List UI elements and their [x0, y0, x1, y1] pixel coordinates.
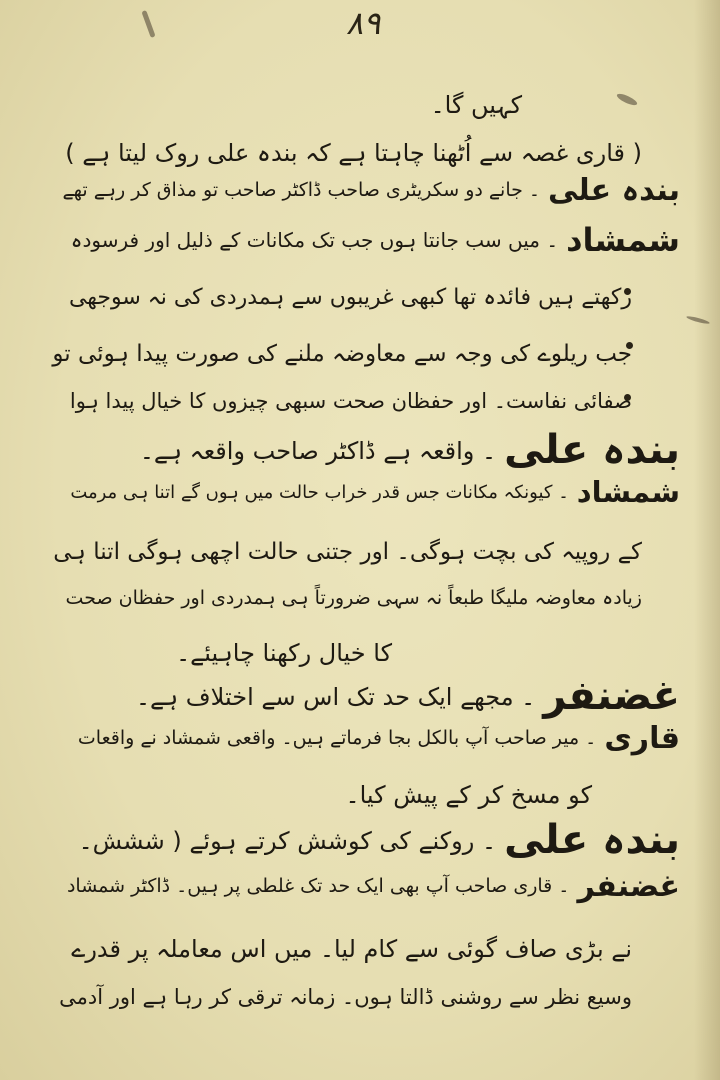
line-text: ۔ واقعہ ہے ڈاکٹر صاحب واقعہ ہے۔	[139, 437, 497, 465]
line-text: کے روپیہ کی بچت ہوگی۔ اور جتنی حالت اچھی ہوگی اتنا ہی	[53, 539, 642, 565]
line-text: صفائی نفاست۔ اور حفظان صحت سبھی چیزوں کا خیال پیدا ہوا	[69, 389, 632, 413]
line-text: رکھتے ہیں فائدہ تھا کبھی غریبوں سے ہمدردی کی نہ سوجھی	[68, 285, 632, 310]
text-line	[50, 928, 640, 968]
text-line	[50, 532, 650, 569]
text-line	[50, 774, 600, 814]
text-line	[50, 84, 530, 124]
ink-mark	[616, 92, 639, 108]
line-text: زیادہ معاوضہ ملیگا طبعاً نہ سہی ضرورتاً ہی ہمدردی اور حفظان صحت	[65, 587, 642, 609]
line-text: ۔ میں سب جانتا ہوں جب تک مکانات کے ذلیل اور فرسودہ	[70, 228, 559, 252]
text-line	[50, 980, 640, 1014]
text-line	[50, 632, 400, 672]
speaker-name: قاری	[604, 721, 680, 756]
text-line	[50, 475, 680, 509]
speaker-name: غضنفر	[543, 673, 680, 719]
speaker-name: شمشاد	[566, 221, 680, 259]
text-line	[50, 173, 680, 208]
speaker-name: غضنفر	[577, 869, 680, 904]
text-line	[50, 221, 680, 259]
speaker-name: بندہ علی	[504, 817, 680, 863]
speaker-name: بندہ علی	[548, 173, 680, 208]
speaker-name: بندہ علی	[504, 427, 680, 473]
line-text: ۔ قاری صاحب آپ بھی ایک حد تک غلطی پر ہیں۔ ڈاکٹر شمشاد	[66, 875, 570, 897]
line-text: جب ریلوے کی وجہ سے معاوضہ ملنے کی صورت پیدا ہوئی تو	[52, 341, 632, 367]
ink-mark	[141, 10, 155, 38]
text-line	[50, 334, 640, 371]
line-text: ۔ جانے دو سکریٹری صاحب ڈاکٹر صاحب تو مذاق کر رہے تھے	[62, 179, 541, 201]
line-text: نے بڑی صاف گوئی سے کام لیا۔ میں اس معاملہ پر قدرے	[71, 935, 632, 963]
line-text: ۔ کیونکہ مکانات جس قدر خراب حالت میں ہوں گے اتنا ہی مرمت	[70, 482, 569, 503]
text-line	[50, 427, 680, 473]
line-text: ۔ روکنے کی کوشش کرتے ہوئے ( ششش۔	[78, 827, 497, 855]
text-line	[50, 673, 680, 719]
speaker-name: شمشاد	[576, 475, 680, 509]
text-line	[50, 280, 640, 315]
page-edge-shadow	[694, 0, 720, 1080]
page-number: ۸۹	[346, 4, 381, 42]
line-text: ۔ مجھے ایک حد تک اس سے اختلاف ہے۔	[135, 683, 536, 711]
line-text: ۔ میر صاحب آپ بالکل بجا فرماتے ہیں۔ واقعی شمشاد نے واقعات	[77, 727, 597, 749]
line-text: کا خیال رکھنا چاہیئے۔	[176, 639, 392, 667]
text-line	[50, 132, 650, 172]
line-text: ( قاری غصہ سے اُٹھنا چاہتا ہے کہ بندہ علی روک لیتا ہے )	[65, 139, 642, 167]
text-line	[50, 384, 640, 418]
line-text: وسیع نظر سے روشنی ڈالتا ہوں۔ زمانہ ترقی کر رہا ہے اور آدمی	[59, 985, 632, 1009]
text-line	[50, 721, 680, 756]
text-line	[50, 817, 680, 863]
text-line	[50, 584, 650, 614]
line-text: کو مسخ کر کے پیش کیا۔	[345, 781, 592, 809]
text-line	[50, 869, 680, 904]
line-text: کہیں گا۔	[430, 91, 522, 119]
